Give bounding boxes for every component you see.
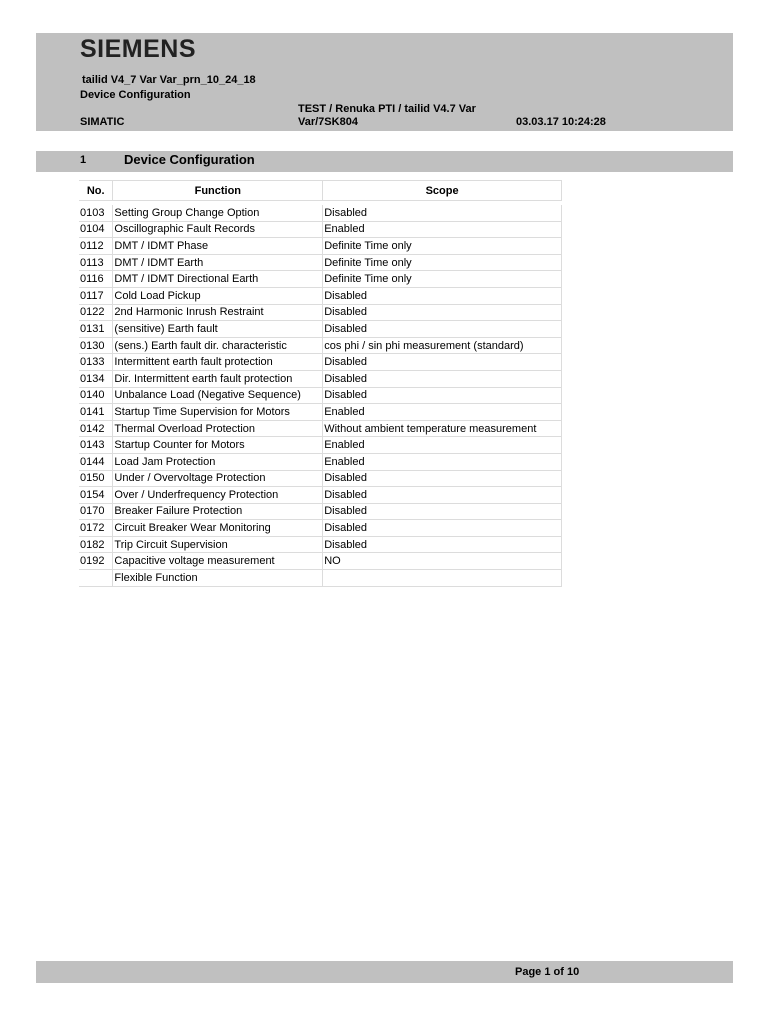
- table-row: [79, 370, 562, 387]
- cell-function: Intermittent earth fault protection: [113, 354, 323, 371]
- cell-function: DMT / IDMT Directional Earth: [113, 271, 323, 288]
- cell-no: 0122: [79, 304, 113, 321]
- cell-no: 0141: [79, 404, 113, 421]
- table-row: [79, 221, 562, 238]
- cell-scope: [323, 570, 562, 587]
- cell-function: Capacitive voltage measurement: [113, 553, 323, 570]
- cell-scope: Definite Time only: [323, 238, 562, 255]
- table-row: [79, 520, 562, 537]
- cell-no: 0144: [79, 453, 113, 470]
- cell-no: 0133: [79, 354, 113, 371]
- device-path-line-1: TEST / Renuka PTI / tailid V4.7 Var: [298, 103, 476, 115]
- cell-scope: Disabled: [323, 354, 562, 371]
- section-number: 1: [80, 154, 87, 166]
- document-header: [36, 33, 733, 131]
- cell-function: Unbalance Load (Negative Sequence): [113, 387, 323, 404]
- cell-no: 0130: [79, 337, 113, 354]
- table-row: [79, 404, 562, 421]
- cell-no: 0117: [79, 287, 113, 304]
- siemens-logo: SIEMENS: [80, 35, 197, 63]
- cell-no: 0170: [79, 503, 113, 520]
- cell-function: 2nd Harmonic Inrush Restraint: [113, 304, 323, 321]
- cell-no: 0104: [79, 221, 113, 238]
- table-row: [79, 453, 562, 470]
- cell-no: 0172: [79, 520, 113, 537]
- section-title: Device Configuration: [124, 152, 255, 167]
- table-row: [79, 337, 562, 354]
- column-header-function: Function: [113, 181, 323, 201]
- cell-no: 0192: [79, 553, 113, 570]
- cell-function: Startup Counter for Motors: [113, 437, 323, 454]
- table-row: [79, 304, 562, 321]
- table-row: [79, 321, 562, 338]
- cell-no: 0143: [79, 437, 113, 454]
- table-row: [79, 470, 562, 487]
- column-header-no: No.: [79, 181, 113, 201]
- device-path-line-2: Var/7SK804: [298, 116, 358, 128]
- cell-function: Circuit Breaker Wear Monitoring: [113, 520, 323, 537]
- cell-function: DMT / IDMT Earth: [113, 254, 323, 271]
- cell-function: Cold Load Pickup: [113, 287, 323, 304]
- table-row: [79, 503, 562, 520]
- cell-function: Startup Time Supervision for Motors: [113, 404, 323, 421]
- cell-scope: Disabled: [323, 205, 562, 221]
- table-row: [79, 437, 562, 454]
- cell-scope: cos phi / sin phi measurement (standard): [323, 337, 562, 354]
- cell-function: Under / Overvoltage Protection: [113, 470, 323, 487]
- table-row: [79, 387, 562, 404]
- cell-scope: Disabled: [323, 370, 562, 387]
- cell-function: Over / Underfrequency Protection: [113, 487, 323, 504]
- cell-scope: Disabled: [323, 503, 562, 520]
- table-row: [79, 254, 562, 271]
- section-heading: [36, 151, 733, 172]
- document-title: Device Configuration: [80, 89, 191, 101]
- page-number: Page 1 of 10: [515, 966, 580, 978]
- table-row: [79, 487, 562, 504]
- table-row: [79, 271, 562, 288]
- cell-function: Oscillographic Fault Records: [113, 221, 323, 238]
- table-row: [79, 536, 562, 553]
- table-row: [79, 553, 562, 570]
- cell-no: [79, 570, 113, 587]
- cell-scope: Definite Time only: [323, 271, 562, 288]
- cell-function: Setting Group Change Option: [113, 205, 323, 221]
- cell-no: 0140: [79, 387, 113, 404]
- cell-scope: Disabled: [323, 520, 562, 537]
- cell-function: DMT / IDMT Phase: [113, 238, 323, 255]
- print-datetime: 03.03.17 10:24:28: [516, 116, 606, 128]
- cell-function: Dir. Intermittent earth fault protection: [113, 370, 323, 387]
- cell-no: 0150: [79, 470, 113, 487]
- cell-scope: Without ambient temperature measurement: [323, 420, 562, 437]
- cell-scope: Disabled: [323, 387, 562, 404]
- cell-no: 0112: [79, 238, 113, 255]
- table-row: [79, 354, 562, 371]
- cell-no: 0113: [79, 254, 113, 271]
- cell-scope: Enabled: [323, 453, 562, 470]
- cell-function: Load Jam Protection: [113, 453, 323, 470]
- product-name: SIMATIC: [80, 116, 125, 128]
- cell-no: 0116: [79, 271, 113, 288]
- table-header-row: [79, 181, 562, 201]
- cell-scope: Disabled: [323, 470, 562, 487]
- table-row: [79, 205, 562, 221]
- table-row: [79, 420, 562, 437]
- cell-function: Flexible Function: [113, 570, 323, 587]
- device-configuration-table: [79, 180, 562, 587]
- cell-scope: Definite Time only: [323, 254, 562, 271]
- cell-scope: Enabled: [323, 404, 562, 421]
- table-row: [79, 287, 562, 304]
- cell-no: 0103: [79, 205, 113, 221]
- cell-function: (sensitive) Earth fault: [113, 321, 323, 338]
- project-name: tailid V4_7 Var Var_prn_10_24_18: [82, 74, 256, 86]
- cell-scope: Disabled: [323, 321, 562, 338]
- cell-function: Breaker Failure Protection: [113, 503, 323, 520]
- cell-no: 0134: [79, 370, 113, 387]
- table-row: [79, 238, 562, 255]
- cell-scope: Disabled: [323, 536, 562, 553]
- cell-scope: Disabled: [323, 487, 562, 504]
- cell-scope: Enabled: [323, 221, 562, 238]
- document-footer: [36, 961, 733, 983]
- table-row: [79, 570, 562, 587]
- cell-function: Thermal Overload Protection: [113, 420, 323, 437]
- cell-function: (sens.) Earth fault dir. characteristic: [113, 337, 323, 354]
- cell-scope: Enabled: [323, 437, 562, 454]
- cell-no: 0154: [79, 487, 113, 504]
- cell-scope: Disabled: [323, 304, 562, 321]
- cell-no: 0182: [79, 536, 113, 553]
- cell-no: 0131: [79, 321, 113, 338]
- cell-scope: NO: [323, 553, 562, 570]
- cell-no: 0142: [79, 420, 113, 437]
- cell-scope: Disabled: [323, 287, 562, 304]
- cell-function: Trip Circuit Supervision: [113, 536, 323, 553]
- column-header-scope: Scope: [323, 181, 562, 201]
